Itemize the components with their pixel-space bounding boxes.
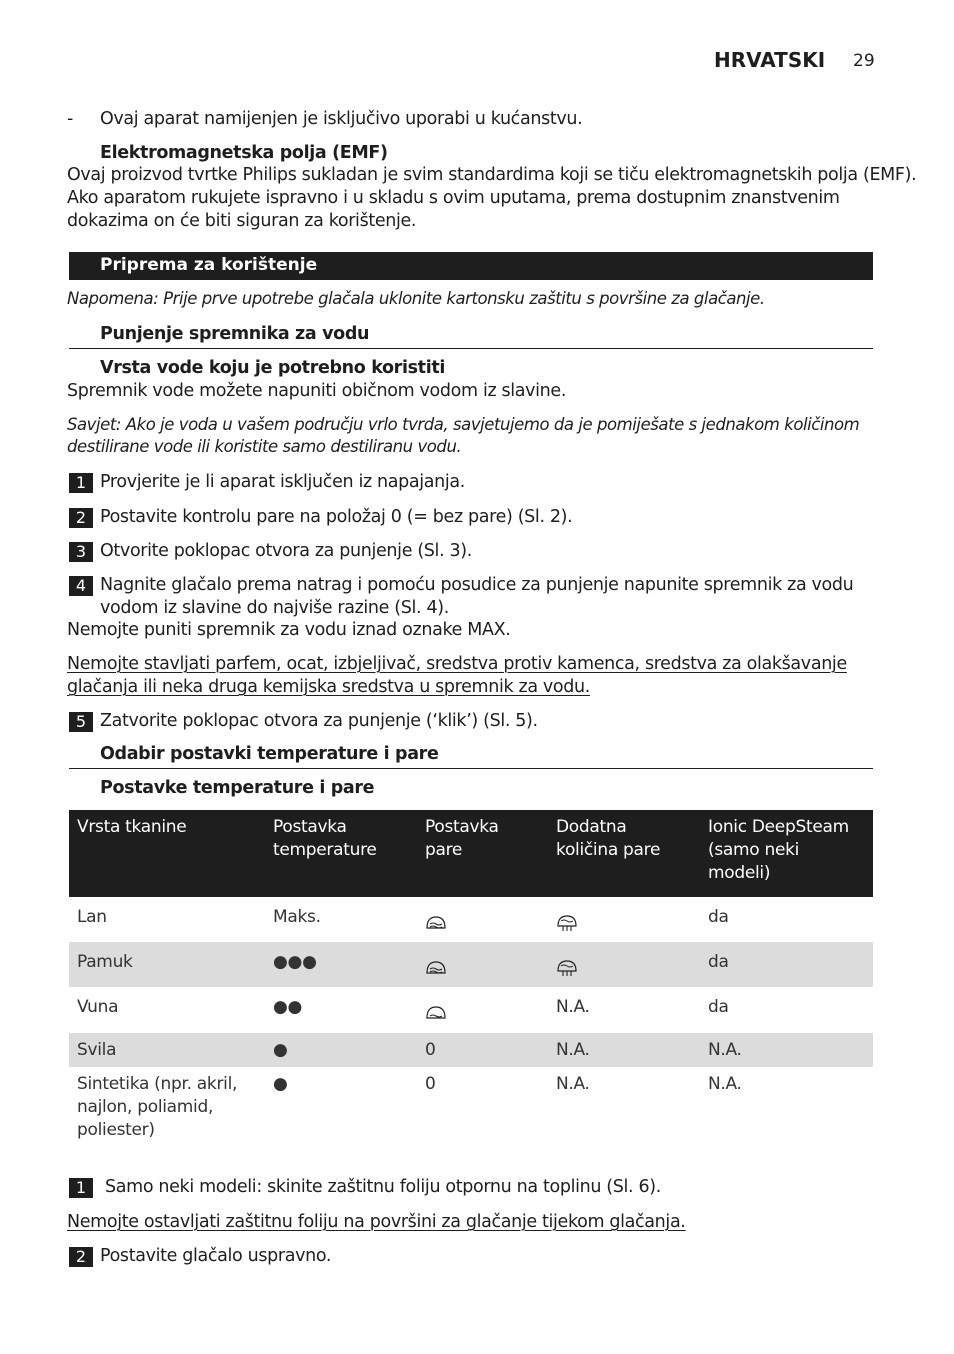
column-header: Vrsta tkanine [69, 810, 265, 897]
steam-boost-icon [556, 914, 692, 932]
section-bar [69, 252, 873, 280]
steam-boost-icon [556, 959, 692, 977]
column-header: Postavka temperature [265, 810, 417, 897]
temperature-cell: ●● [273, 997, 303, 1017]
fabric-cell: Pamuk [69, 942, 265, 987]
ionic-cell: da [700, 942, 873, 987]
bullet-dash: - [67, 109, 73, 129]
steam-high-icon [425, 914, 540, 930]
heading-rule [69, 768, 873, 769]
fabric-settings-table [69, 810, 873, 1151]
page-number: 29 [853, 51, 875, 71]
table-row [69, 1067, 873, 1151]
heading-rule [69, 348, 873, 349]
temperature-cell: ● [273, 1074, 288, 1094]
step-number: 4 [69, 576, 93, 596]
extra-steam-cell: N.A. [556, 1074, 590, 1094]
steam-high-icon [425, 959, 540, 975]
temperature-cell: Maks. [273, 907, 321, 927]
step-text: Otvorite poklopac otvora za punjenje (Sl. 3). [100, 541, 472, 561]
fabric-cell: Svila [69, 1033, 265, 1067]
tip-text-line: Savjet: Ako je voda u vašem području vrlo tvrda, savjetujemo da je pomiješate s jednakom količinom [67, 415, 860, 434]
column-header: Ionic DeepSteam (samo neki modeli) [700, 810, 873, 897]
ionic-cell: N.A. [700, 1033, 873, 1067]
extra-steam-cell [548, 942, 700, 987]
steam-cell: 0 [417, 1033, 548, 1067]
step-number: 3 [69, 542, 93, 562]
table-row [69, 987, 873, 1033]
step-number: 2 [69, 1247, 93, 1267]
steam-cell [417, 897, 548, 942]
emf-text-line: dokazima on će biti siguran za korištenje. [67, 211, 417, 231]
warning-line: Nemojte stavljati parfem, ocat, izbjeljivač, sredstva protiv kamenca, sredstva za olakšavanje [67, 654, 847, 674]
emf-text-line: Ako aparatom rukujete ispravno i u skladu s ovim uputama, prema dostupnim znanstvenim [67, 188, 840, 208]
step-text: Postavite kontrolu pare na položaj 0 (= bez pare) (Sl. 2). [100, 507, 573, 527]
ionic-cell: N.A. [708, 1074, 742, 1094]
step-number: 5 [69, 712, 93, 732]
step-text: Zatvorite poklopac otvora za punjenje (‘klik’) (Sl. 5). [100, 711, 538, 731]
ionic-cell: da [708, 907, 729, 927]
step-text: Samo neki modeli: skinite zaštitnu foliju otpornu na toplinu (Sl. 6). [105, 1177, 661, 1197]
emf-text-line: Ovaj proizvod tvrtke Philips sukladan je svim standardima koji se tiču elektromagnetskih polja (EMF). [67, 165, 917, 185]
settings-heading: Odabir postavki temperature i pare [100, 744, 439, 764]
step-number: 1 [69, 473, 93, 493]
extra-steam-cell: N.A. [556, 997, 590, 1017]
section-bar-title: Priprema za korištenje [100, 255, 318, 275]
table-header-row [69, 810, 873, 897]
steam-cell: 0 [425, 1074, 436, 1094]
column-header: Dodatna količina pare [548, 810, 700, 897]
steam-cell [417, 942, 548, 987]
table-row [69, 942, 873, 987]
section-language-label: HRVATSKI [714, 48, 826, 72]
column-header: Postavka pare [417, 810, 548, 897]
temperature-cell: ● [265, 1033, 417, 1067]
step-text: Nagnite glačalo prema natrag i pomoću posudice za punjenje napunite spremnik za vodu [100, 575, 854, 595]
steam-low-icon [425, 1004, 540, 1020]
max-note: Nemojte puniti spremnik za vodu iznad oznake MAX. [67, 620, 511, 640]
note-text: Napomena: Prije prve upotrebe glačala uklonite kartonsku zaštitu s površine za glačanje. [67, 289, 765, 308]
fill-heading: Punjenje spremnika za vodu [100, 324, 370, 344]
table-row [69, 1033, 873, 1067]
extra-steam-cell: N.A. [548, 1033, 700, 1067]
step-text-continued: vodom iz slavine do najviše razine (Sl. 4). [100, 598, 449, 618]
tip-text-line: destilirane vode ili koristite samo destiliranu vodu. [67, 437, 462, 456]
water-text: Spremnik vode možete napuniti običnom vodom iz slavine. [67, 381, 567, 401]
steam-cell [417, 987, 548, 1033]
table-row [69, 897, 873, 942]
extra-steam-cell [548, 897, 700, 942]
fabric-cell: Vuna [77, 997, 119, 1017]
water-heading: Vrsta vode koju je potrebno koristiti [100, 358, 446, 378]
fabric-cell: Sintetika (npr. akril, najlon, poliamid, poliester) [77, 1074, 238, 1140]
step-number: 2 [69, 508, 93, 528]
step-text: Provjerite je li aparat isključen iz napajanja. [100, 472, 465, 492]
ionic-cell: da [708, 997, 729, 1017]
step-number: 1 [69, 1178, 93, 1198]
bullet-text: Ovaj aparat namijenjen je isključivo uporabi u kućanstvu. [100, 109, 583, 129]
settings-subheading: Postavke temperature i pare [100, 778, 375, 798]
warning-line: glačanja ili neka druga kemijska sredstva u spremnik za vodu. [67, 677, 590, 697]
warning-line: Nemojte ostavljati zaštitnu foliju na površini za glačanje tijekom glačanja. [67, 1212, 686, 1232]
emf-heading: Elektromagnetska polja (EMF) [100, 143, 388, 163]
fabric-cell: Lan [77, 907, 107, 927]
temperature-cell: ●●● [265, 942, 417, 987]
step-text: Postavite glačalo uspravno. [100, 1246, 332, 1266]
